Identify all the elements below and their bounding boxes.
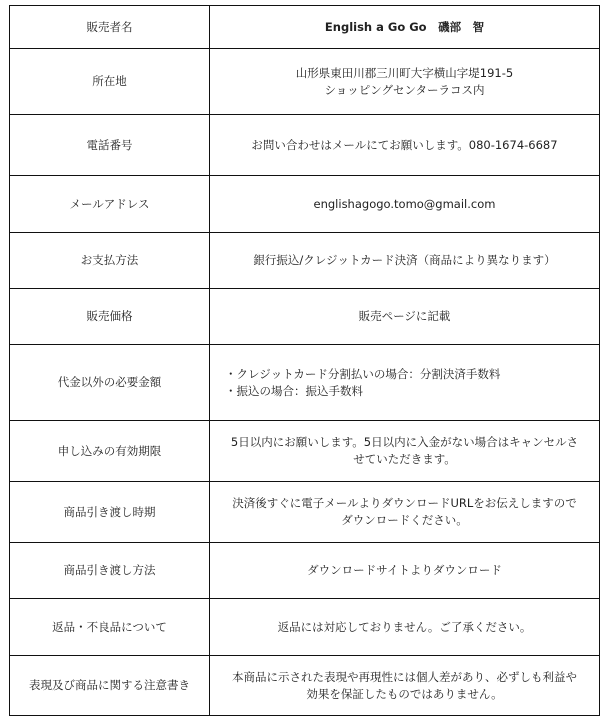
- value-line: 販売ページに記載: [358, 309, 451, 323]
- row-label: お支払方法: [10, 233, 210, 289]
- table-row: [10, 115, 600, 176]
- value-line: ・クレジットカード分割払いの場合：分割決済手数料: [225, 366, 501, 381]
- row-value: [210, 289, 600, 345]
- value-line: ダウンロードください。: [341, 513, 468, 527]
- row-value[interactable]: [210, 176, 600, 233]
- row-label: 代金以外の必要金額: [10, 345, 210, 421]
- table-row: [10, 421, 600, 482]
- table-row: [10, 176, 600, 233]
- row-value: [210, 115, 600, 176]
- value-line: English a Go Go 磯部 智: [324, 19, 485, 34]
- table-row: [10, 482, 600, 543]
- table-row: [10, 289, 600, 345]
- row-value: [210, 6, 600, 49]
- value-line: 返品には対応しておりません。ご了承ください。: [277, 619, 532, 634]
- table-row: [10, 6, 600, 49]
- row-label: 返品・不良品について: [10, 599, 210, 656]
- value-line: ショッピングセンターラコス内: [324, 82, 485, 97]
- value-line: お問い合わせはメールにてお願いします。080-1674-6687: [251, 137, 558, 152]
- row-value: [210, 482, 600, 543]
- value-line: 本商品に示された表現や再現性には個人差があり、必ずしも利益や: [232, 669, 577, 684]
- row-label: 販売価格: [10, 289, 210, 345]
- row-value: [210, 543, 600, 599]
- row-label: 販売者名: [10, 6, 210, 49]
- row-label: 電話番号: [10, 115, 210, 176]
- value-line: 銀行振込/クレジットカード決済（商品により異なります）: [253, 253, 556, 267]
- row-value: [210, 599, 600, 656]
- value-line: 効果を保証したものではありません。: [306, 686, 503, 701]
- value-line: 5日以内にお願いします。5日以内に入金がない場合はキャンセルさ: [230, 435, 579, 449]
- email-link[interactable]: englishagogo.tomo@gmail.com: [313, 196, 496, 211]
- table-row: [10, 345, 600, 421]
- row-value: [210, 233, 600, 289]
- legal-info-table: [9, 5, 600, 716]
- table-row: [10, 233, 600, 289]
- row-label: メールアドレス: [10, 176, 210, 233]
- value-line: 山形県東田川郡三川町大字横山字堤191-5: [295, 65, 514, 80]
- table-row: [10, 49, 600, 115]
- row-label: 所在地: [10, 49, 210, 115]
- row-value: [210, 345, 600, 421]
- table-row: [10, 656, 600, 716]
- value-line: せていただきます。: [353, 452, 456, 466]
- table-row: [10, 599, 600, 656]
- row-value: [210, 421, 600, 482]
- value-line: ダウンロードサイトよりダウンロード: [307, 563, 502, 577]
- row-value: [210, 49, 600, 115]
- row-label: 商品引き渡し方法: [10, 543, 210, 599]
- value-line: ・振込の場合：振込手数料: [225, 383, 363, 398]
- table-row: [10, 543, 600, 599]
- row-label: 表現及び商品に関する注意書き: [10, 656, 210, 716]
- row-label: 商品引き渡し時期: [10, 482, 210, 543]
- value-line: 決済後すぐに電子メールよりダウンロードURLをお伝えしますので: [232, 496, 577, 510]
- row-value: [210, 656, 600, 716]
- row-label: 申し込みの有効期限: [10, 421, 210, 482]
